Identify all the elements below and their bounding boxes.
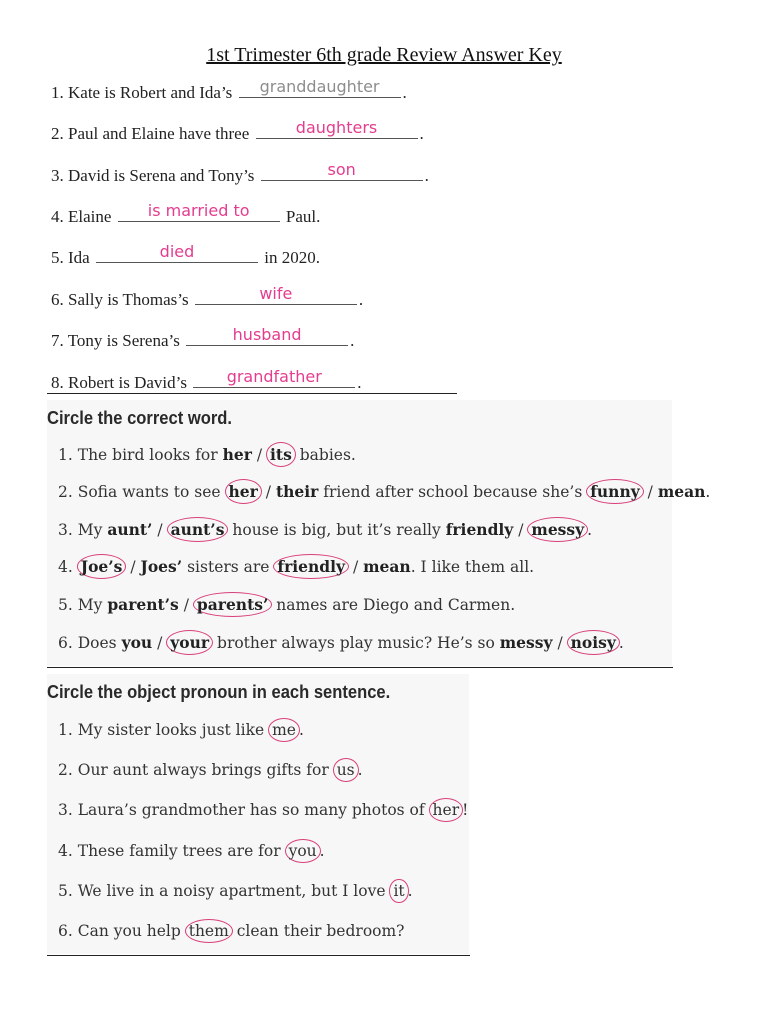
sentence-text-after: ! <box>462 801 469 819</box>
fill-in-item <box>51 242 320 268</box>
circled-pronoun: you <box>285 839 321 863</box>
choice-word: her <box>225 479 262 504</box>
circled-pronoun: it <box>389 879 408 903</box>
sentence-text: My <box>77 521 103 539</box>
choice-word: mean <box>657 482 706 501</box>
pronoun-item <box>58 839 325 863</box>
choice-word: Joe’s <box>77 554 127 579</box>
sentence-text-after: . <box>407 882 413 900</box>
item-number: 2. <box>58 761 73 779</box>
item-number: 1. <box>58 721 73 739</box>
answer-blank <box>96 242 258 263</box>
choice-word: its <box>266 442 296 467</box>
sentence-text-after: . <box>298 721 304 739</box>
choice-word: her <box>222 445 252 464</box>
sentence-text: babies. <box>299 446 356 464</box>
answer-blank <box>118 201 280 222</box>
prompt-text-after: in 2020. <box>264 248 320 267</box>
sentence-text: . I like them all. <box>410 558 535 576</box>
circle-item <box>58 518 592 542</box>
prompt-text: Ida <box>68 248 90 267</box>
page-title: 1st Trimester 6th grade Review Answer Key <box>206 44 562 66</box>
circle-item <box>58 555 534 579</box>
section-heading-object-pronoun: Circle the object pronoun in each sentence. <box>47 682 391 702</box>
circle-item <box>58 443 356 467</box>
choice-word: messy <box>499 633 553 652</box>
prompt-text-after: . <box>358 290 364 309</box>
item-number: 5. <box>51 248 64 267</box>
choice-separator: / <box>557 634 563 652</box>
item-number: 5. <box>58 882 73 900</box>
sentence-text: The bird looks for <box>77 446 218 464</box>
choice-separator: / <box>157 634 163 652</box>
choice-word: Joes’ <box>140 557 183 576</box>
choice-word: their <box>275 482 319 501</box>
pronoun-item <box>58 919 405 943</box>
prompt-text: Paul and Elaine have three <box>68 124 250 143</box>
sentence-text: sisters are <box>187 558 270 576</box>
section-divider <box>47 667 673 668</box>
pronoun-item <box>58 758 363 782</box>
prompt-text: Sally is Thomas’s <box>68 290 189 309</box>
sentence-text: Our aunt always brings gifts for <box>77 761 329 779</box>
item-number: 6. <box>58 922 73 940</box>
item-number: 7. <box>51 331 64 350</box>
pronoun-item <box>58 879 413 903</box>
prompt-text: Elaine <box>68 207 112 226</box>
prompt-text: David is Serena and Tony’s <box>68 166 255 185</box>
sentence-text-after: . <box>319 842 325 860</box>
prompt-text: Tony is Serena’s <box>67 331 180 350</box>
sentence-text-after: . <box>357 761 363 779</box>
choice-word: parents’ <box>193 592 272 617</box>
prompt-text: Kate is Robert and Ida’s <box>68 83 233 102</box>
prompt-text-after: Paul. <box>285 207 321 226</box>
item-number: 1. <box>58 446 73 464</box>
choice-word: friendly <box>445 520 514 539</box>
section-divider <box>47 955 470 956</box>
item-number: 3. <box>51 166 64 185</box>
fill-in-item <box>51 118 424 144</box>
choice-separator: / <box>256 446 263 464</box>
sentence-text: names are Diego and Carmen. <box>276 596 516 614</box>
circled-pronoun: them <box>185 919 233 943</box>
choice-word: messy <box>527 517 588 542</box>
circle-item <box>58 631 624 655</box>
pronoun-item <box>58 798 468 822</box>
handwritten-answer: is married to <box>147 201 250 220</box>
answer-blank <box>193 367 355 388</box>
item-number: 6. <box>58 634 73 652</box>
fill-in-item <box>51 160 429 186</box>
sentence-text: These family trees are for <box>77 842 281 860</box>
fill-in-item <box>51 367 362 393</box>
sentence-text: . <box>705 483 711 501</box>
sentence-text: Laura’s grandmother has so many photos of <box>77 801 425 819</box>
sentence-text: Sofia wants to see <box>77 483 221 501</box>
sentence-text: Does <box>77 634 117 652</box>
fill-in-item <box>51 77 407 103</box>
item-number: 4. <box>51 207 64 226</box>
sentence-text-after: clean their bedroom? <box>236 922 405 940</box>
handwritten-answer: wife <box>259 284 293 303</box>
answer-blank <box>261 160 423 181</box>
handwritten-answer: grandfather <box>226 367 322 386</box>
prompt-text-after: . <box>357 373 362 392</box>
section-divider <box>47 393 457 394</box>
choice-word: aunt’s <box>167 517 229 542</box>
prompt-text-after: . <box>402 83 407 102</box>
choice-separator: / <box>157 521 163 539</box>
choice-word: aunt’ <box>107 520 153 539</box>
sentence-text: house is big, but it’s really <box>232 521 441 539</box>
sentence-text: Can you help <box>77 922 181 940</box>
choice-separator: / <box>352 558 359 576</box>
prompt-text-after: . <box>424 166 429 185</box>
item-number: 2. <box>58 483 73 501</box>
choice-separator: / <box>647 483 653 501</box>
choice-word: noisy <box>567 630 620 655</box>
fill-in-item <box>51 284 363 310</box>
handwritten-answer: husband <box>232 325 302 344</box>
prompt-text: Robert is David’s <box>68 373 187 392</box>
choice-word: friendly <box>273 554 349 579</box>
pronoun-item <box>58 718 304 742</box>
circled-pronoun: me <box>268 718 300 742</box>
answer-blank <box>256 118 418 139</box>
sentence-text: friend after school because she’s <box>323 483 583 501</box>
handwritten-answer: daughters <box>295 118 378 137</box>
sentence-text: We live in a noisy apartment, but I love <box>77 882 386 900</box>
choice-word: you <box>121 633 153 652</box>
answer-blank <box>195 284 357 305</box>
handwritten-answer: died <box>159 242 195 261</box>
circled-pronoun: us <box>333 758 359 782</box>
choice-word: funny <box>586 479 643 504</box>
item-number: 8. <box>51 373 64 392</box>
handwritten-answer: son <box>327 160 356 179</box>
choice-separator: / <box>130 558 136 576</box>
circle-item <box>58 593 515 617</box>
sentence-text: . <box>587 521 593 539</box>
sentence-text: My <box>77 596 103 614</box>
section-heading-circle-correct-word: Circle the correct word. <box>47 408 232 428</box>
sentence-text: brother always play music? He’s so <box>217 634 495 652</box>
item-number: 3. <box>58 801 73 819</box>
item-number: 6. <box>51 290 64 309</box>
choice-word: parent’s <box>107 595 179 614</box>
prompt-text-after: . <box>419 124 424 143</box>
item-number: 5. <box>58 596 73 614</box>
answer-blank <box>186 325 348 346</box>
choice-word: mean <box>363 557 411 576</box>
item-number: 2. <box>51 124 64 143</box>
choice-separator: / <box>265 483 272 501</box>
circle-item <box>58 480 710 504</box>
sentence-text: My sister looks just like <box>77 721 265 739</box>
item-number: 1. <box>51 83 64 102</box>
item-number: 4. <box>58 842 73 860</box>
fill-in-item <box>51 201 320 227</box>
fill-in-item <box>51 325 354 351</box>
choice-separator: / <box>183 596 189 614</box>
circled-pronoun: her <box>429 798 464 822</box>
item-number: 3. <box>58 521 73 539</box>
item-number: 4. <box>58 558 73 576</box>
answer-blank <box>239 77 401 98</box>
handwritten-answer: granddaughter <box>259 77 380 96</box>
sentence-text: . <box>618 634 624 652</box>
choice-word: your <box>166 630 213 655</box>
prompt-text-after: . <box>350 331 355 350</box>
choice-separator: / <box>518 521 524 539</box>
